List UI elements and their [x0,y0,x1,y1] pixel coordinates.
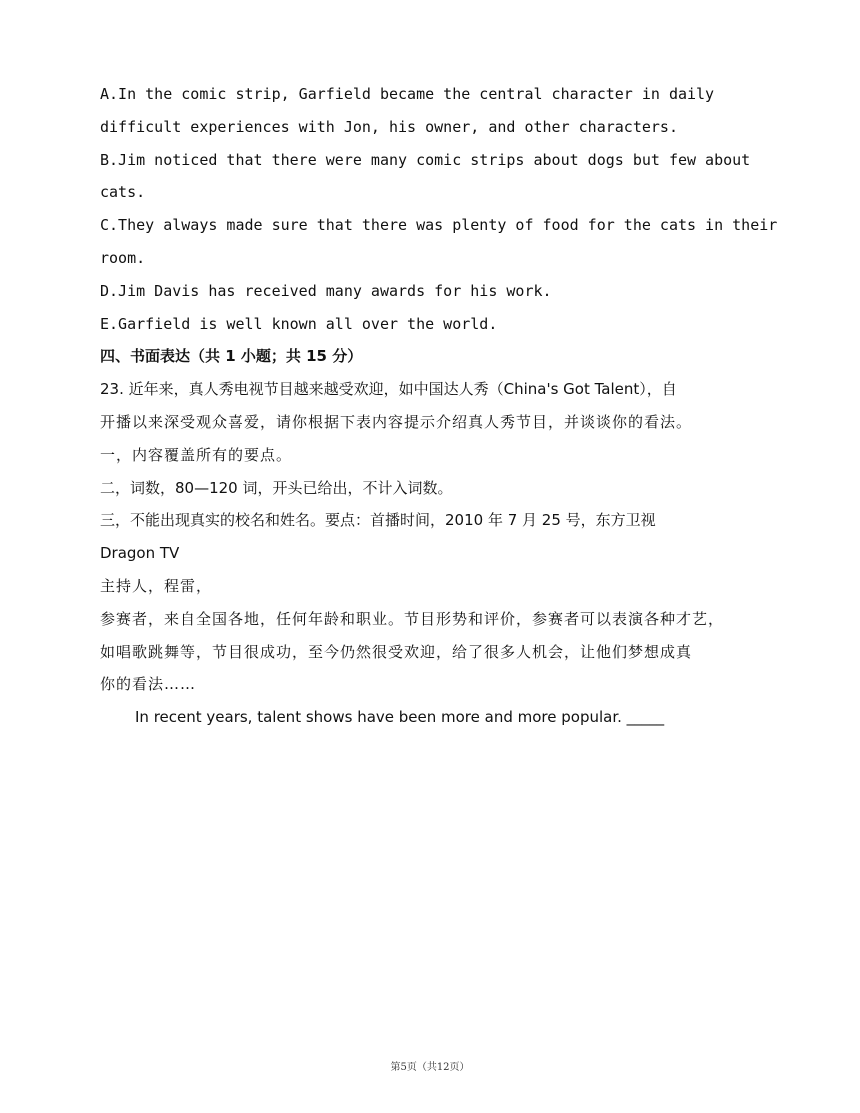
page-footer: 第5页（共12页） [390,1062,470,1073]
option-a-line-2: difficult experiences with Jon, his owner, and other characters. [100,117,678,136]
option-b-line-2: cats. [100,183,146,202]
host-line: 主持人，程雷， [100,576,213,595]
question-line-1: 23. 近年来，真人秀电视节目越来越受欢迎，如中国达人秀（China's Got Talent），自 [100,380,677,399]
contestants-line-1: 参赛者，来自全国各地，任何年龄和职业。节目形势和评价，参赛者可以表演各种才艺， [100,609,725,628]
question-line-2: 开播以来深受观众喜爱，请你根据下表内容提示介绍真人秀节目，并谈谈你的看法。 [100,412,693,431]
page-content [100,78,778,734]
requirement-1: 一，内容覆盖所有的要点。 [100,445,293,464]
option-c-line-1: C.They always made sure that there was plenty of food for the cats in their [100,216,778,235]
requirement-3-continued: Dragon TV [100,544,180,563]
option-e-line-1: E.Garfield is well known all over the world. [100,314,498,333]
essay-opening-sentence: In recent years, talent shows have been more and more popular. _____ [135,708,665,727]
opinion-line: 你的看法…… [100,675,197,694]
section-heading: 四、书面表达（共 1 小题；共 15 分） [100,347,363,366]
contestants-line-2: 如唱歌跳舞等，节目很成功，至今仍然很受欢迎，给了很多人机会，让他们梦想成真 [100,642,693,661]
requirement-3: 三，不能出现真实的校名和姓名。要点：首播时间，2010 年 7 月 25 号，东方卫视 [100,511,656,530]
requirement-2: 二，词数，80—120 词，开头已给出，不计入词数。 [100,478,453,497]
option-b-line-1: B.Jim noticed that there were many comic strips about dogs but few about [100,150,751,169]
option-d-line-1: D.Jim Davis has received many awards for his work. [100,281,552,300]
option-a-line-1: A.In the comic strip, Garfield became the central character in daily [100,85,715,103]
option-c-line-2: room. [100,248,146,267]
